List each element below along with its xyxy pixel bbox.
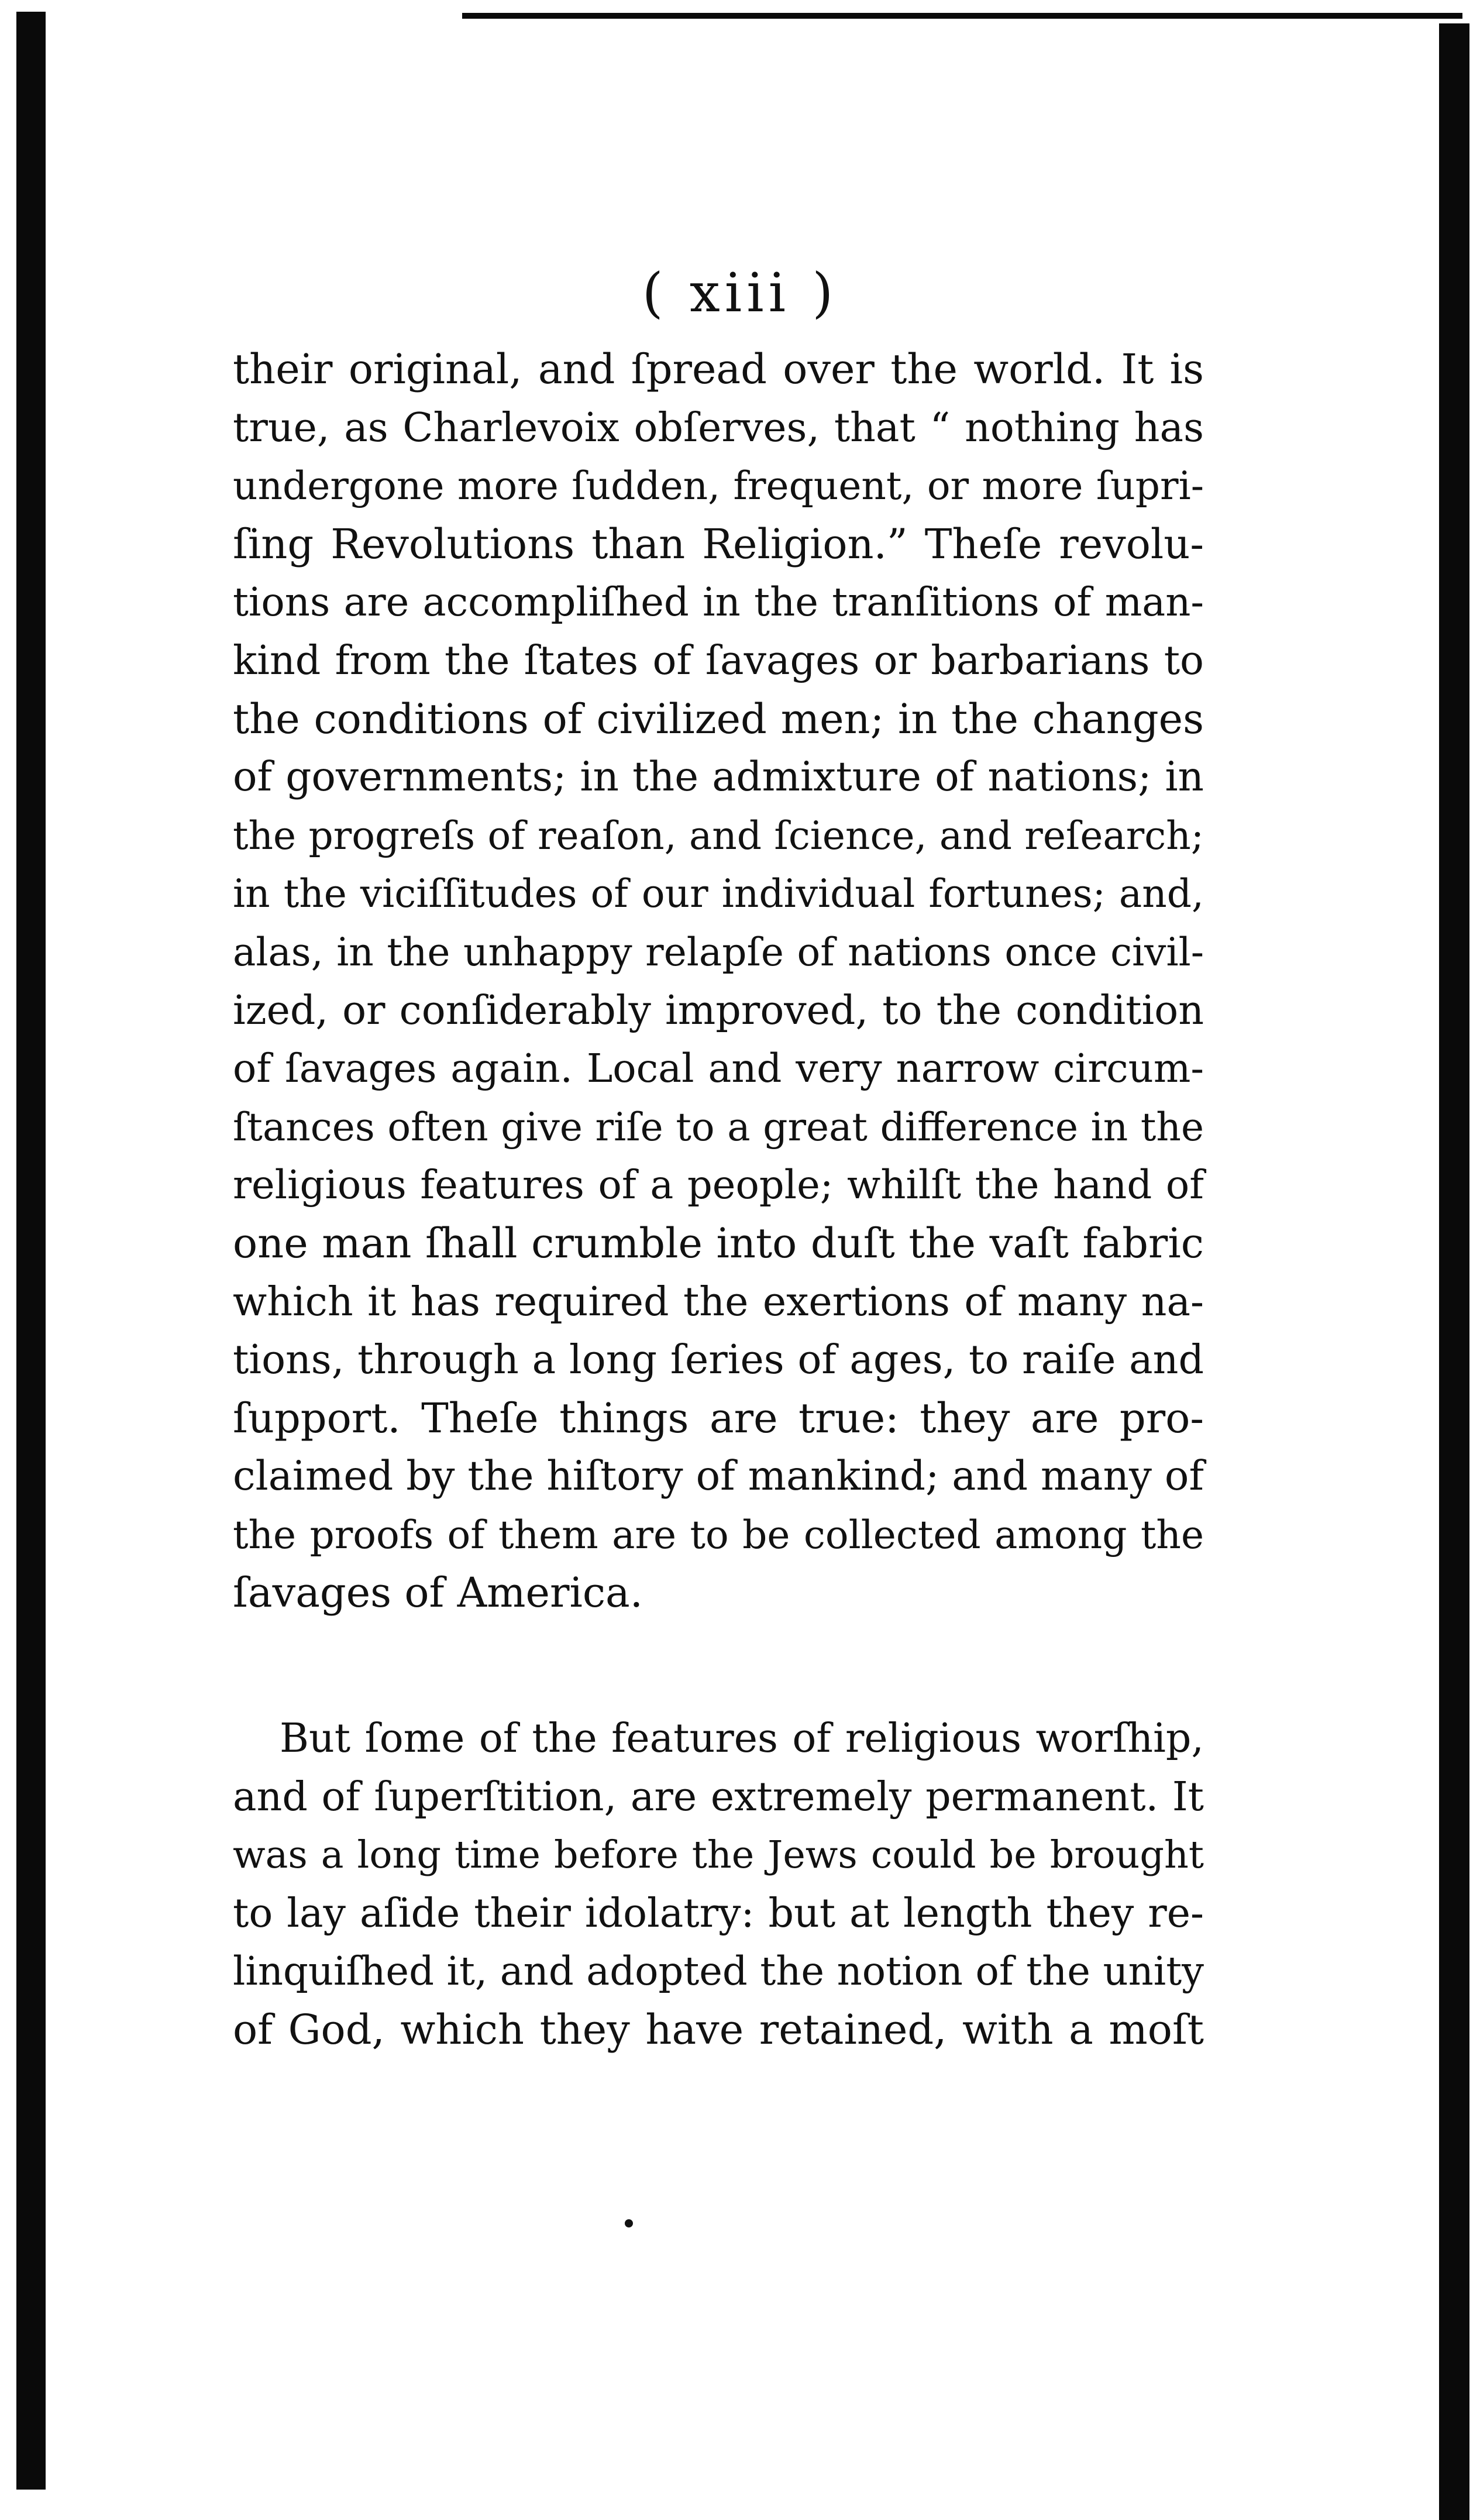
paragraph-gap <box>233 1622 1204 1710</box>
scan-left-edge <box>16 12 46 2490</box>
text-line: which it has required the exertions of many na- <box>233 1278 1204 1325</box>
paragraph-1 <box>233 341 1204 1622</box>
text-line: ized, or conſiderably improved, to the condition <box>233 987 1204 1034</box>
text-line: tions are accompliſhed in the tranſitions of man- <box>233 579 1204 625</box>
page-number: ( xiii ) <box>642 262 838 324</box>
text-line: ſtances often give riſe to a great difference in the <box>233 1104 1204 1150</box>
scan-top-rule <box>462 13 1462 19</box>
text-line: of ſavages again. Local and very narrow circum- <box>233 1046 1204 1092</box>
text-line: of governments; in the admixture of nations; in <box>233 754 1204 801</box>
text-line: ſing Revolutions than Religion.” Theſe revolu- <box>233 520 1204 568</box>
text-line: tions, through a long ſeries of ages, to raiſe and <box>233 1337 1204 1384</box>
paragraph-2 <box>233 1710 1204 2060</box>
text-line: alas, in the unhappy relapſe of nations once civil- <box>233 929 1204 975</box>
text-line: the progreſs of reaſon, and ſcience, and reſearch; <box>233 813 1204 858</box>
text-line: one man ſhall crumble into duſt the vaſt fabric <box>233 1219 1204 1267</box>
body-text <box>233 341 1204 2060</box>
text-line: to lay aſide their idolatry: but at length they re- <box>233 1890 1204 1937</box>
text-line: claimed by the hiſtory of mankind; and many of <box>233 1453 1204 1500</box>
ink-speck <box>625 2219 633 2227</box>
text-line: the proofs of them are to be collected among the <box>233 1512 1204 1558</box>
text-line: true, as Charlevoix obſerves, that “ nothing has <box>233 404 1204 451</box>
text-line: their original, and ſpread over the world. It is <box>233 345 1204 393</box>
text-line: ſupport. Theſe things are true: they are pro- <box>233 1394 1204 1442</box>
text-line: ſavages of America. <box>233 1569 643 1617</box>
text-line: in the viciſſitudes of our individual fortunes; and, <box>233 871 1204 917</box>
text-line: was a long time before the Jews could be brought <box>233 1833 1204 1878</box>
text-line: kind from the ſtates of ſavages or barbarians to <box>233 637 1204 684</box>
text-line: of God, which they have retained, with a moſt <box>233 2006 1204 2054</box>
text-line: religious features of a people; whilſt the hand of <box>233 1162 1204 1208</box>
text-line: the conditions of civilized men; in the changes <box>233 695 1204 743</box>
scan-right-edge <box>1439 23 1469 2520</box>
text-line: linquiſhed it, and adopted the notion of the unity <box>233 1948 1204 1995</box>
text-line: and of ſuperſtition, are extremely permanent. It <box>233 1773 1204 1820</box>
text-line: But ſome of the features of religious worſhip, <box>280 1715 1204 1762</box>
text-line: undergone more ſudden, frequent, or more ſupri- <box>233 463 1204 509</box>
